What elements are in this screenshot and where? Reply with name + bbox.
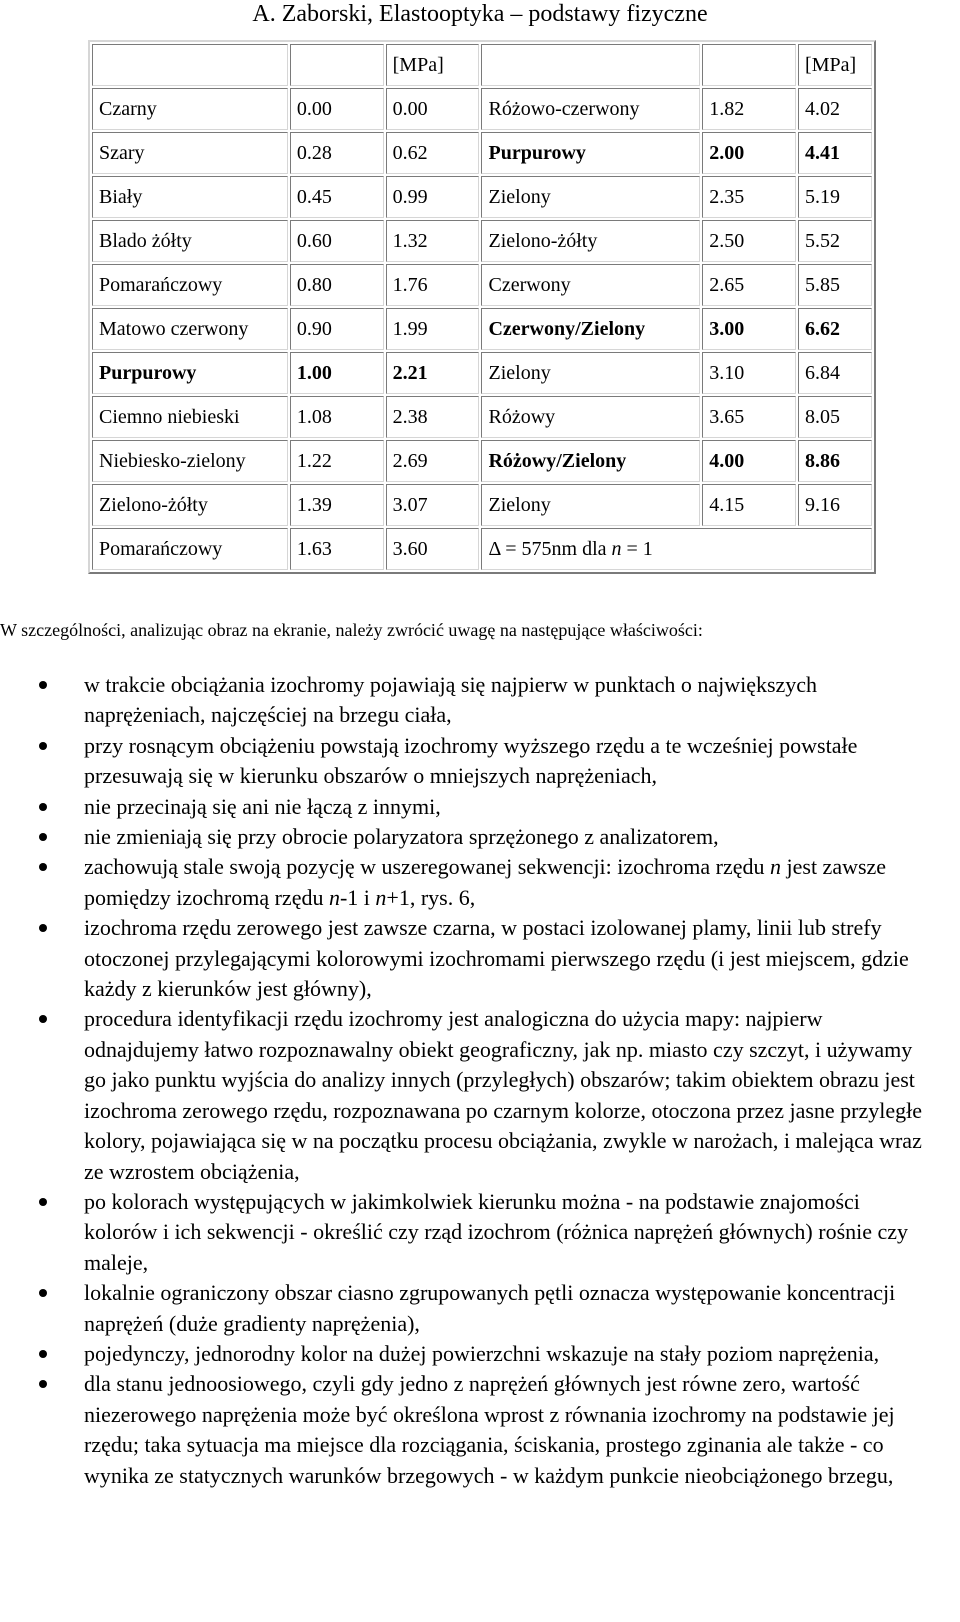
table-cell: 0.99 <box>386 176 480 218</box>
table-cell: 0.80 <box>290 264 384 306</box>
table-row <box>92 528 872 570</box>
table-cell <box>702 44 796 86</box>
page-header: A. Zaborski, Elastooptyka – podstawy fizyczne <box>252 1 708 27</box>
intro-paragraph: W szczególności, analizując obraz na ekranie, należy zwrócić uwagę na następujące właściwości: <box>0 620 703 640</box>
table-cell: 8.05 <box>798 396 872 438</box>
list-item: po kolorach występujących w jakimkolwiek kierunku można - na podstawie znajomości kolorów i ich sekwencji - określić czy rząd izochrom (różnica naprężeń głównych) rośnie czy maleje, <box>0 1187 930 1278</box>
color-order-table <box>88 40 876 574</box>
table-cell: Zielony <box>481 484 700 526</box>
bullet-icon <box>39 1380 47 1388</box>
table-cell: Czerwony/Zielony <box>481 308 700 350</box>
list-item: zachowują stale swoją pozycję w uszeregowanej sekwencji: izochroma rzędu n jest zawsze pomiędzy izochromą rzędu n-1 i n+1, rys. 6, <box>0 852 930 913</box>
table-row <box>92 132 872 174</box>
table-cell: 5.52 <box>798 220 872 262</box>
table-cell: 2.65 <box>702 264 796 306</box>
table-header-row <box>92 44 872 86</box>
table-cell: Niebiesko-zielony <box>92 440 288 482</box>
bullet-icon <box>39 1198 47 1206</box>
unit-header-right: [MPa] <box>798 44 872 86</box>
table-cell: Zielono-żółty <box>92 484 288 526</box>
table-cell: 0.45 <box>290 176 384 218</box>
table-cell: 1.22 <box>290 440 384 482</box>
table-cell: 3.10 <box>702 352 796 394</box>
wavelength-note: Δ = 575nm dla n = 1 <box>481 528 872 570</box>
table-cell: 1.82 <box>702 88 796 130</box>
table-cell: 1.39 <box>290 484 384 526</box>
table-row <box>92 176 872 218</box>
table-cell: Matowo czerwony <box>92 308 288 350</box>
list-item: lokalnie ograniczony obszar ciasno zgrupowanych pętli oznacza występowanie koncentracji naprężeń (duże gradienty naprężenia), <box>0 1278 930 1339</box>
bullet-icon <box>39 924 47 932</box>
table-row <box>92 308 872 350</box>
bullet-icon <box>39 1289 47 1297</box>
table-cell: Różowo-czerwony <box>481 88 700 130</box>
table-row <box>92 484 872 526</box>
table-cell: 1.63 <box>290 528 384 570</box>
list-item: pojedynczy, jednorodny kolor na dużej powierzchni wskazuje na stały poziom naprężenia, <box>0 1339 930 1369</box>
table-cell: 0.28 <box>290 132 384 174</box>
table-row <box>92 88 872 130</box>
table-cell: Szary <box>92 132 288 174</box>
table-cell: 4.15 <box>702 484 796 526</box>
table-cell: 2.35 <box>702 176 796 218</box>
table-row <box>92 440 872 482</box>
table-cell: Zielony <box>481 352 700 394</box>
table-cell: Czerwony <box>481 264 700 306</box>
table-cell: Czarny <box>92 88 288 130</box>
table-cell: 2.50 <box>702 220 796 262</box>
bullet-icon <box>39 1350 47 1358</box>
table-cell <box>92 44 288 86</box>
table-cell: Pomarańczowy <box>92 264 288 306</box>
table-cell: Różowy <box>481 396 700 438</box>
table-cell: 1.76 <box>386 264 480 306</box>
table-cell: 8.86 <box>798 440 872 482</box>
table-cell: 1.99 <box>386 308 480 350</box>
table-cell: 1.08 <box>290 396 384 438</box>
table-cell: 3.65 <box>702 396 796 438</box>
table-cell: Różowy/Zielony <box>481 440 700 482</box>
table-cell: 2.00 <box>702 132 796 174</box>
bullet-icon <box>39 681 47 689</box>
table-cell: 0.60 <box>290 220 384 262</box>
table-cell: 2.38 <box>386 396 480 438</box>
list-item: przy rosnącym obciążeniu powstają izochromy wyższego rzędu a te wcześniej powstałe przesuwają się w kierunku obszarów o mniejszych naprężeniach, <box>0 731 930 792</box>
table-cell: 3.00 <box>702 308 796 350</box>
table-cell: 0.00 <box>290 88 384 130</box>
table-cell: Pomarańczowy <box>92 528 288 570</box>
table-cell: 0.62 <box>386 132 480 174</box>
table-cell: 0.00 <box>386 88 480 130</box>
delta-symbol: Δ <box>488 537 501 560</box>
bullet-icon <box>39 742 47 750</box>
table-cell: 3.07 <box>386 484 480 526</box>
table-cell: 5.19 <box>798 176 872 218</box>
table-cell: Ciemno niebieski <box>92 396 288 438</box>
bullet-icon <box>39 833 47 841</box>
properties-list <box>0 670 930 1491</box>
table-cell: 3.60 <box>386 528 480 570</box>
bullet-icon <box>39 1015 47 1023</box>
table-cell: 1.32 <box>386 220 480 262</box>
list-item: procedura identyfikacji rzędu izochromy jest analogiczna do użycia mapy: najpierw odnajdujemy łatwo rozpoznawalny obiekt geograficzny, jak np. miasto czy szczyt, i używamy go jako punktu wyjścia do analizy innych (przyległych) obszarów; takim obiektem obrazu jest izochroma zerowego rzędu, rozpoznawana po czarnym kolorze, otoczona przez jasne przyległe kolory, pojawiająca się w na początku procesu obciążania, zwykle w narożach, i malejąca wraz ze wzrostem obciążenia, <box>0 1004 930 1186</box>
list-item: dla stanu jednoosiowego, czyli gdy jedno z naprężeń głównych jest równe zero, wartość niezerowego naprężenia może być określona wprost z równania izochromy na podstawie jej rzędu; taka sytuacja ma miejsce dla rozciągania, ściskania, prostego zginania ale także - co wynika ze statycznych warunków brzegowych - w każdym punkcie nieobciążonego brzegu, <box>0 1369 930 1491</box>
table-cell: Zielony <box>481 176 700 218</box>
table-cell: 4.00 <box>702 440 796 482</box>
bullet-icon <box>39 863 47 871</box>
table-cell: 1.00 <box>290 352 384 394</box>
unit-header-left: [MPa] <box>386 44 480 86</box>
table-cell: Purpurowy <box>481 132 700 174</box>
table-cell <box>481 44 700 86</box>
table-cell: 4.41 <box>798 132 872 174</box>
table-cell: 9.16 <box>798 484 872 526</box>
table-cell: Blado żółty <box>92 220 288 262</box>
table-cell: Zielono-żółty <box>481 220 700 262</box>
table-row <box>92 220 872 262</box>
table-cell: Biały <box>92 176 288 218</box>
table-row <box>92 396 872 438</box>
table-cell: 4.02 <box>798 88 872 130</box>
table-cell: 2.21 <box>386 352 480 394</box>
table-cell <box>290 44 384 86</box>
table-row <box>92 264 872 306</box>
table-cell: 2.69 <box>386 440 480 482</box>
table-cell: Purpurowy <box>92 352 288 394</box>
list-item: nie zmieniają się przy obrocie polaryzatora sprzężonego z analizatorem, <box>0 822 930 852</box>
table-cell: 5.85 <box>798 264 872 306</box>
list-item: nie przecinają się ani nie łączą z innymi, <box>0 792 930 822</box>
table-cell: 0.90 <box>290 308 384 350</box>
list-item: w trakcie obciążania izochromy pojawiają się najpierw w punktach o największych naprężeniach, najczęściej na brzegu ciała, <box>0 670 930 731</box>
table-row <box>92 352 872 394</box>
table-cell: 6.62 <box>798 308 872 350</box>
bullet-icon <box>39 803 47 811</box>
table-cell: 6.84 <box>798 352 872 394</box>
list-item: izochroma rzędu zerowego jest zawsze czarna, w postaci izolowanej plamy, linii lub strefy otoczonej przylegającymi kolorowymi izochromami pierwszego rzędu (i jest miejscem, gdzie każdy z kierunków jest główny), <box>0 913 930 1004</box>
